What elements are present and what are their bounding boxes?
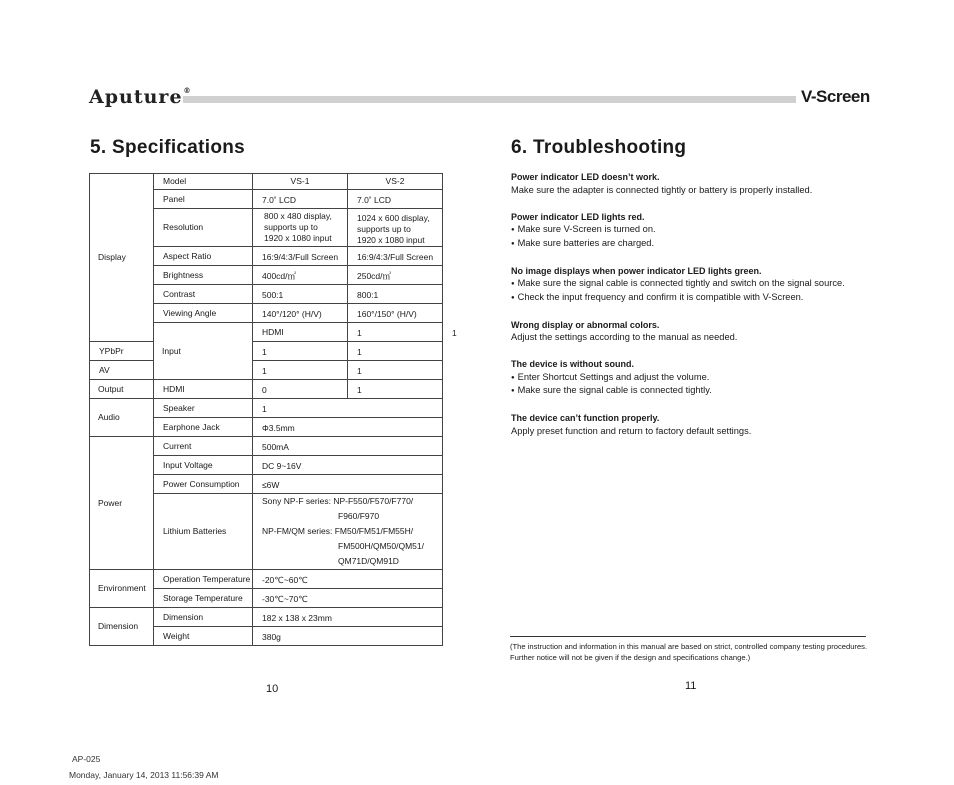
issue-heading: Power indicator LED doesn’t work. (511, 172, 660, 182)
footnote-text: (The instruction and information in this manual are based on strict, controlled company testing procedures. Further notice will not be given if the design and specifications change.) (510, 642, 868, 662)
category-environment: Environment (90, 570, 154, 608)
troubleshooting-item (511, 211, 881, 251)
spec-label: Aspect Ratio (154, 247, 253, 266)
spec-label: Input Voltage (154, 456, 253, 475)
header-divider-bar (183, 96, 796, 103)
solution-bullet: ● Enter Shortcut Settings and adjust the volume. (511, 371, 881, 385)
spec-label: Panel (154, 190, 253, 209)
troubleshooting-item (511, 358, 881, 398)
spec-value-vs2: 7.0˚ LCD (348, 190, 443, 209)
solution-text: Make sure the adapter is connected tightly or battery is properly installed. (511, 184, 813, 195)
spec-label: Current (154, 437, 253, 456)
spec-value-vs2: 160°/150° (H/V) (348, 304, 443, 323)
spec-value: DC 9~16V (253, 456, 443, 475)
table-row (90, 174, 443, 190)
category-audio: Audio (90, 399, 154, 437)
spec-value: 500mA (253, 437, 443, 456)
spec-value-vs2: 250cd/㎡ (348, 266, 443, 285)
model-vs2-header: VS-2 (348, 174, 443, 190)
issue-heading: Power indicator LED lights red. (511, 211, 645, 222)
spec-label: Model (154, 174, 253, 190)
table-row (90, 437, 443, 456)
spec-label: HDMI (253, 323, 348, 342)
table-row (90, 570, 443, 589)
spec-value-vs1: 140°/120° (H/V) (253, 304, 348, 323)
spec-label: Weight (154, 627, 253, 646)
spec-label: YPbPr (90, 342, 154, 361)
product-name: V-Screen (801, 87, 870, 106)
spec-label: Power Consumption (154, 475, 253, 494)
spec-label: Resolution (154, 209, 253, 247)
spec-label: Lithium Batteries (154, 494, 253, 570)
solution-bullet: ● Make sure batteries are charged. (511, 237, 881, 251)
spec-value: -20℃~60℃ (253, 570, 443, 589)
spec-label: Operation Temperature (154, 570, 253, 589)
spec-value-vs1: 500:1 (253, 285, 348, 304)
table-row (90, 399, 443, 418)
spec-value-vs1: 0 (253, 380, 348, 399)
troubleshooting-item (511, 319, 881, 344)
spec-value-vs2: 800:1 (348, 285, 443, 304)
spec-label: Dimension (154, 608, 253, 627)
spec-value-vs2: 1 (348, 361, 443, 380)
spec-value: ≤6W (253, 475, 443, 494)
spec-label: HDMI (154, 380, 253, 399)
spec-value-batteries: Sony NP-F series: NP-F550/F570/F770/ F960/F970 NP-FM/QM series: FM50/FM51/FM55H/ FM500H/QM50/QM51/ QM71D/QM91D (253, 494, 443, 570)
spec-value-vs1: 16:9/4:3/Full Screen (253, 247, 348, 266)
aputure-logo: Aputure® (89, 86, 192, 108)
spec-value: Φ3.5mm (253, 418, 443, 437)
spec-label: Brightness (154, 266, 253, 285)
spec-label: Speaker (154, 399, 253, 418)
category-input: Input (154, 323, 253, 380)
category-dimension: Dimension (90, 608, 154, 646)
spec-value: -30℃~70℃ (253, 589, 443, 608)
spec-value: 182 x 138 x 23mm (253, 608, 443, 627)
spec-label: Storage Temperature (154, 589, 253, 608)
troubleshooting-item (511, 171, 881, 196)
spec-value-vs2: 1024 x 600 display, supports up to 1920 x 1080 input (348, 209, 443, 247)
spec-value-vs1: 1 (253, 361, 348, 380)
solution-bullet: ● Make sure V-Screen is turned on. (511, 223, 881, 237)
issue-heading: The device can’t function properly. (511, 413, 660, 423)
specifications-title: 5. Specifications (90, 137, 246, 158)
troubleshooting-item (511, 265, 881, 305)
footnote-divider (510, 636, 866, 637)
table-row: Input HDMI 1 1 (90, 323, 443, 342)
specifications-table (89, 173, 457, 646)
solution-bullet: ● Make sure the signal cable is connected tightly. (511, 384, 881, 398)
troubleshooting-item (511, 412, 881, 437)
troubleshooting-title: 6. Troubleshooting (511, 137, 687, 158)
table-row (90, 608, 443, 627)
table-row (90, 361, 443, 380)
issue-heading: Wrong display or abnormal colors. (511, 319, 660, 330)
spec-value-vs2: 1 (348, 380, 443, 399)
category-power: Power (90, 437, 154, 570)
spec-label: Contrast (154, 285, 253, 304)
spec-value-vs2: 16:9/4:3/Full Screen (348, 247, 443, 266)
spec-label: AV (90, 361, 154, 380)
page-number-left: 10 (266, 683, 279, 695)
spec-value-vs1: 7.0˚ LCD (253, 190, 348, 209)
troubleshooting-list (511, 171, 881, 452)
spec-value-vs1: 1 (348, 323, 443, 342)
table-row (90, 380, 443, 399)
spec-label: Earphone Jack (154, 418, 253, 437)
solution-bullet: ● Check the input frequency and confirm it is compatible with V-Screen. (511, 291, 881, 305)
solution-bullet: ● Make sure the signal cable is connected tightly and switch on the signal source. (511, 277, 881, 291)
table-row (90, 342, 443, 361)
category-display: Display (90, 174, 154, 342)
spec-value: 380g (253, 627, 443, 646)
spec-value: 1 (253, 399, 443, 418)
model-vs1-header: VS-1 (253, 174, 348, 190)
issue-heading: The device is without sound. (511, 359, 635, 369)
spec-value-vs1: 400cd/㎡ (253, 266, 348, 285)
solution-text: Adjust the settings according to the manual as needed. (511, 332, 738, 342)
spec-value-vs2: 1 (348, 342, 443, 361)
spec-label: Viewing Angle (154, 304, 253, 323)
issue-heading: No image displays when power indicator LED lights green. (511, 265, 762, 276)
spec-value-vs1: 800 x 480 display, supports up to 1920 x 1080 input (253, 209, 348, 247)
category-output: Output (90, 380, 154, 399)
page-number-right: 11 (685, 680, 697, 692)
print-timestamp: Monday, January 14, 2013 11:56:39 AM (69, 770, 219, 780)
solution-text: Apply preset function and return to factory default settings. (511, 425, 752, 436)
document-code: AP-025 (72, 754, 101, 764)
spec-value-vs1: 1 (253, 342, 348, 361)
